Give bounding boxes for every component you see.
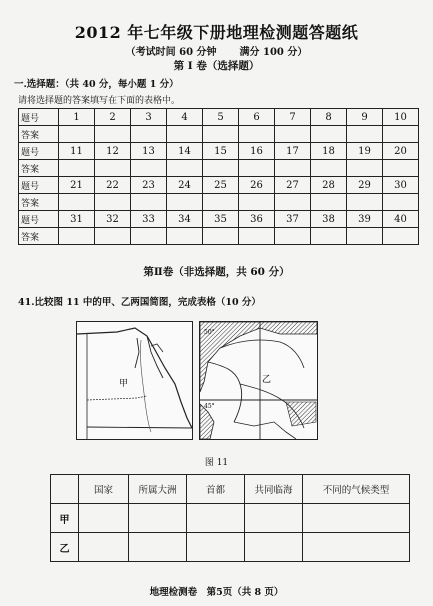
answer-cell[interactable] [239,126,275,143]
comparison-header-cell: 国家 [79,475,129,504]
answer-cell[interactable] [203,194,239,211]
question-number-cell: 23 [131,177,167,194]
question-number-cell: 13 [131,143,167,160]
question-number-cell: 10 [383,109,419,126]
question-number-cell: 29 [347,177,383,194]
question-number-row [19,211,419,228]
answer-cell[interactable] [203,126,239,143]
question-number-cell: 27 [275,177,311,194]
answer-cell[interactable] [95,160,131,177]
comparison-answer-cell[interactable] [129,533,187,562]
answer-cell[interactable] [203,160,239,177]
map-jia-drawing [77,322,192,439]
question-number-cell: 8 [311,109,347,126]
answer-cell[interactable] [95,194,131,211]
number-label-cell: 题号 [19,143,59,160]
question-number-cell: 38 [311,211,347,228]
comparison-answer-cell[interactable] [303,533,410,562]
comparison-row [51,533,410,562]
question-number-row [19,143,419,160]
map-jia-label: 甲 [119,379,129,389]
number-label-cell: 题号 [19,211,59,228]
answer-cell[interactable] [167,194,203,211]
map-yi-lat-bottom: 45° [204,403,215,410]
page-title: 2012 年七年级下册地理检测题答题纸 [74,23,359,42]
answer-cell[interactable] [239,194,275,211]
comparison-header-cell: 所属大洲 [129,475,187,504]
question-number-cell: 6 [239,109,275,126]
comparison-header-cell: 不同的气候类型 [303,475,410,504]
answer-cell[interactable] [383,160,419,177]
question-number-cell: 24 [167,177,203,194]
question-number-cell: 31 [59,211,95,228]
answer-cell[interactable] [239,160,275,177]
part1-heading: 第 Ⅰ 卷（选择题） [173,60,260,72]
answer-cell[interactable] [275,228,311,245]
question-number-cell: 21 [59,177,95,194]
answer-cell[interactable] [131,160,167,177]
question-number-cell: 37 [275,211,311,228]
answer-cell[interactable] [95,126,131,143]
figure-caption: 图 11 [204,458,229,468]
number-label-cell: 题号 [19,177,59,194]
question-number-cell: 22 [95,177,131,194]
comparison-table [50,474,410,562]
answer-row [19,194,419,211]
answer-cell[interactable] [59,126,95,143]
map-country-jia [76,321,193,440]
question-number-cell: 15 [203,143,239,160]
answer-cell[interactable] [347,228,383,245]
question-number-cell: 40 [383,211,419,228]
answer-cell[interactable] [203,228,239,245]
comparison-header-cell: 首都 [187,475,245,504]
comparison-answer-cell[interactable] [129,504,187,533]
comparison-answer-cell[interactable] [245,533,303,562]
comparison-row [51,504,410,533]
answer-cell[interactable] [131,228,167,245]
answer-cell[interactable] [239,228,275,245]
question-number-cell: 5 [203,109,239,126]
answer-cell[interactable] [383,126,419,143]
answer-label-cell: 答案 [19,228,59,245]
question-number-cell: 12 [95,143,131,160]
question-number-cell: 9 [347,109,383,126]
answer-cell[interactable] [383,194,419,211]
comparison-answer-cell[interactable] [303,504,410,533]
question-number-cell: 26 [239,177,275,194]
page-footer: 地理检测卷 第5页（共 8 页） [149,587,284,598]
comparison-header-cell [51,475,79,504]
question-number-cell: 19 [347,143,383,160]
question-number-cell: 2 [95,109,131,126]
question-number-cell: 28 [311,177,347,194]
question-number-cell: 32 [95,211,131,228]
answer-cell[interactable] [167,228,203,245]
comparison-header-row [51,475,410,504]
question-number-cell: 20 [383,143,419,160]
map-yi-label: 乙 [262,375,272,385]
choice-instruction: 请将选择题的答案填写在下面的表格中。 [18,96,181,106]
question-number-cell: 30 [383,177,419,194]
exam-time: （考试时间 60 分钟 [125,47,217,58]
answer-cell[interactable] [59,194,95,211]
question-number-cell: 33 [131,211,167,228]
comparison-answer-cell[interactable] [79,533,129,562]
answer-cell[interactable] [59,228,95,245]
answer-cell[interactable] [347,194,383,211]
answer-cell[interactable] [311,228,347,245]
question-number-cell: 39 [347,211,383,228]
exam-info [0,43,433,58]
question-number-cell: 25 [203,177,239,194]
answer-cell[interactable] [59,160,95,177]
question-number-cell: 16 [239,143,275,160]
answer-row [19,126,419,143]
question-number-cell: 14 [167,143,203,160]
comparison-answer-cell[interactable] [79,504,129,533]
answer-cell[interactable] [311,126,347,143]
comparison-answer-cell[interactable] [187,533,245,562]
answer-label-cell: 答案 [19,126,59,143]
answer-cell[interactable] [167,160,203,177]
comparison-answer-cell[interactable] [187,504,245,533]
answer-cell[interactable] [311,160,347,177]
answer-cell[interactable] [383,228,419,245]
answer-cell[interactable] [131,126,167,143]
question-number-cell: 18 [311,143,347,160]
question-number-cell: 3 [131,109,167,126]
question-number-row [19,109,419,126]
choice-section-heading: 一.选择题：（共 40 分，每小题 1 分） [14,79,179,90]
answer-label-cell: 答案 [19,194,59,211]
map-country-yi [199,321,318,440]
choice-answer-table [18,108,419,245]
question-number-cell: 7 [275,109,311,126]
comparison-row-label: 乙 [51,533,79,562]
question-number-cell: 4 [167,109,203,126]
comparison-row-label: 甲 [51,504,79,533]
full-score: 满分 100 分） [239,47,308,58]
part2-heading: 第Ⅱ卷（非选择题，共 60 分） [143,266,290,278]
answer-label-cell: 答案 [19,160,59,177]
map-yi-lat-top: 50° [204,329,215,336]
answer-cell[interactable] [167,126,203,143]
question-number-cell: 34 [167,211,203,228]
answer-row [19,228,419,245]
question-number-cell: 36 [239,211,275,228]
question-number-cell: 1 [59,109,95,126]
answer-cell[interactable] [95,228,131,245]
question-number-cell: 11 [59,143,95,160]
answer-cell[interactable] [131,194,167,211]
question-number-row [19,177,419,194]
answer-cell[interactable] [275,160,311,177]
comparison-header-cell: 共同临海 [245,475,303,504]
answer-cell[interactable] [311,194,347,211]
number-label-cell: 题号 [19,109,59,126]
question-number-cell: 35 [203,211,239,228]
question-number-cell: 17 [275,143,311,160]
question-41: 41.比较图 11 中的甲、乙两国简图，完成表格（10 分） [18,297,261,308]
answer-cell[interactable] [275,194,311,211]
answer-cell[interactable] [347,126,383,143]
answer-cell[interactable] [347,160,383,177]
comparison-answer-cell[interactable] [245,504,303,533]
map-yi-drawing [200,322,317,439]
answer-cell[interactable] [275,126,311,143]
answer-row [19,160,419,177]
